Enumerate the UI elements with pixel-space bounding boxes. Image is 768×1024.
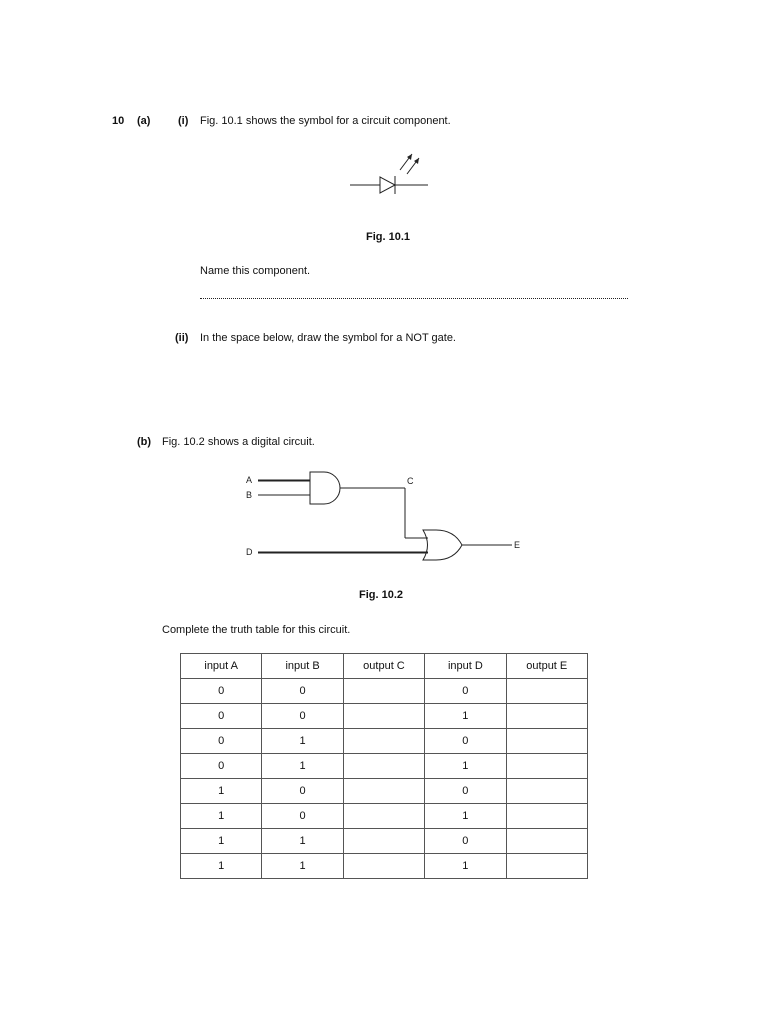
led-diode-triangle	[380, 177, 395, 193]
cell-output-e[interactable]	[506, 704, 587, 729]
sub-ii-label: (ii)	[175, 332, 189, 344]
cell-output-e[interactable]	[506, 779, 587, 804]
fig1-caption: Fig. 10.1	[366, 231, 411, 243]
cell-input-b: 1	[262, 729, 343, 754]
part-a-label: (a)	[137, 115, 151, 127]
cell-input-a: 1	[181, 804, 262, 829]
part-b-text: Fig. 10.2 shows a digital circuit.	[162, 436, 315, 448]
cell-output-c[interactable]	[343, 804, 424, 829]
table-row	[181, 704, 588, 729]
table-row	[181, 854, 588, 879]
cell-output-e[interactable]	[506, 804, 587, 829]
cell-output-e[interactable]	[506, 754, 587, 779]
digital-circuit	[240, 470, 540, 560]
cell-input-d: 1	[425, 704, 506, 729]
cell-input-a: 0	[181, 729, 262, 754]
cell-input-d: 1	[425, 854, 506, 879]
sub-i-text: Fig. 10.1 shows the symbol for a circuit component.	[200, 115, 451, 127]
cell-input-b: 0	[262, 804, 343, 829]
cell-output-c[interactable]	[343, 854, 424, 879]
header-input-a: input A	[181, 654, 262, 679]
led-symbol	[350, 148, 440, 208]
cell-input-a: 0	[181, 754, 262, 779]
cell-input-b: 1	[262, 754, 343, 779]
truth-table-header-row	[181, 654, 588, 679]
cell-input-a: 1	[181, 779, 262, 804]
fig2-caption: Fig. 10.2	[359, 589, 404, 601]
table-row	[181, 779, 588, 804]
cell-input-d: 0	[425, 679, 506, 704]
label-b: B	[246, 490, 253, 500]
cell-input-b: 0	[262, 704, 343, 729]
cell-output-c[interactable]	[343, 754, 424, 779]
cell-input-a: 1	[181, 829, 262, 854]
table-row	[181, 829, 588, 854]
cell-input-a: 1	[181, 854, 262, 879]
cell-input-d: 1	[425, 804, 506, 829]
cell-input-b: 0	[262, 779, 343, 804]
cell-input-d: 1	[425, 754, 506, 779]
cell-input-a: 0	[181, 704, 262, 729]
label-a: A	[246, 475, 253, 485]
and-gate	[310, 472, 340, 504]
table-row	[181, 729, 588, 754]
sub-ii-text: In the space below, draw the symbol for a NOT gate.	[200, 332, 456, 344]
cell-output-c[interactable]	[343, 704, 424, 729]
cell-output-e[interactable]	[506, 854, 587, 879]
cell-output-e[interactable]	[506, 829, 587, 854]
cell-input-b: 0	[262, 679, 343, 704]
truth-table	[180, 653, 588, 879]
header-output-c: output C	[343, 654, 424, 679]
header-output-e: output E	[506, 654, 587, 679]
cell-input-d: 0	[425, 729, 506, 754]
cell-output-e[interactable]	[506, 679, 587, 704]
cell-input-a: 0	[181, 679, 262, 704]
name-prompt: Name this component.	[200, 265, 311, 277]
sub-i-label: (i)	[178, 115, 189, 127]
or-gate	[423, 530, 462, 560]
cell-input-b: 1	[262, 854, 343, 879]
table-row	[181, 804, 588, 829]
header-input-d: input D	[425, 654, 506, 679]
table-row	[181, 754, 588, 779]
header-input-b: input B	[262, 654, 343, 679]
label-c: C	[407, 476, 414, 486]
cell-output-e[interactable]	[506, 729, 587, 754]
cell-output-c[interactable]	[343, 679, 424, 704]
part-b-label: (b)	[137, 436, 152, 448]
cell-output-c[interactable]	[343, 829, 424, 854]
label-e: E	[514, 540, 521, 550]
cell-output-c[interactable]	[343, 779, 424, 804]
label-d: D	[246, 547, 253, 557]
cell-input-d: 0	[425, 829, 506, 854]
table-prompt: Complete the truth table for this circuit.	[162, 624, 351, 636]
cell-input-b: 1	[262, 829, 343, 854]
answer-line[interactable]	[200, 298, 628, 299]
question-number: 10	[112, 115, 125, 127]
cell-input-d: 0	[425, 779, 506, 804]
cell-output-c[interactable]	[343, 729, 424, 754]
table-row	[181, 679, 588, 704]
